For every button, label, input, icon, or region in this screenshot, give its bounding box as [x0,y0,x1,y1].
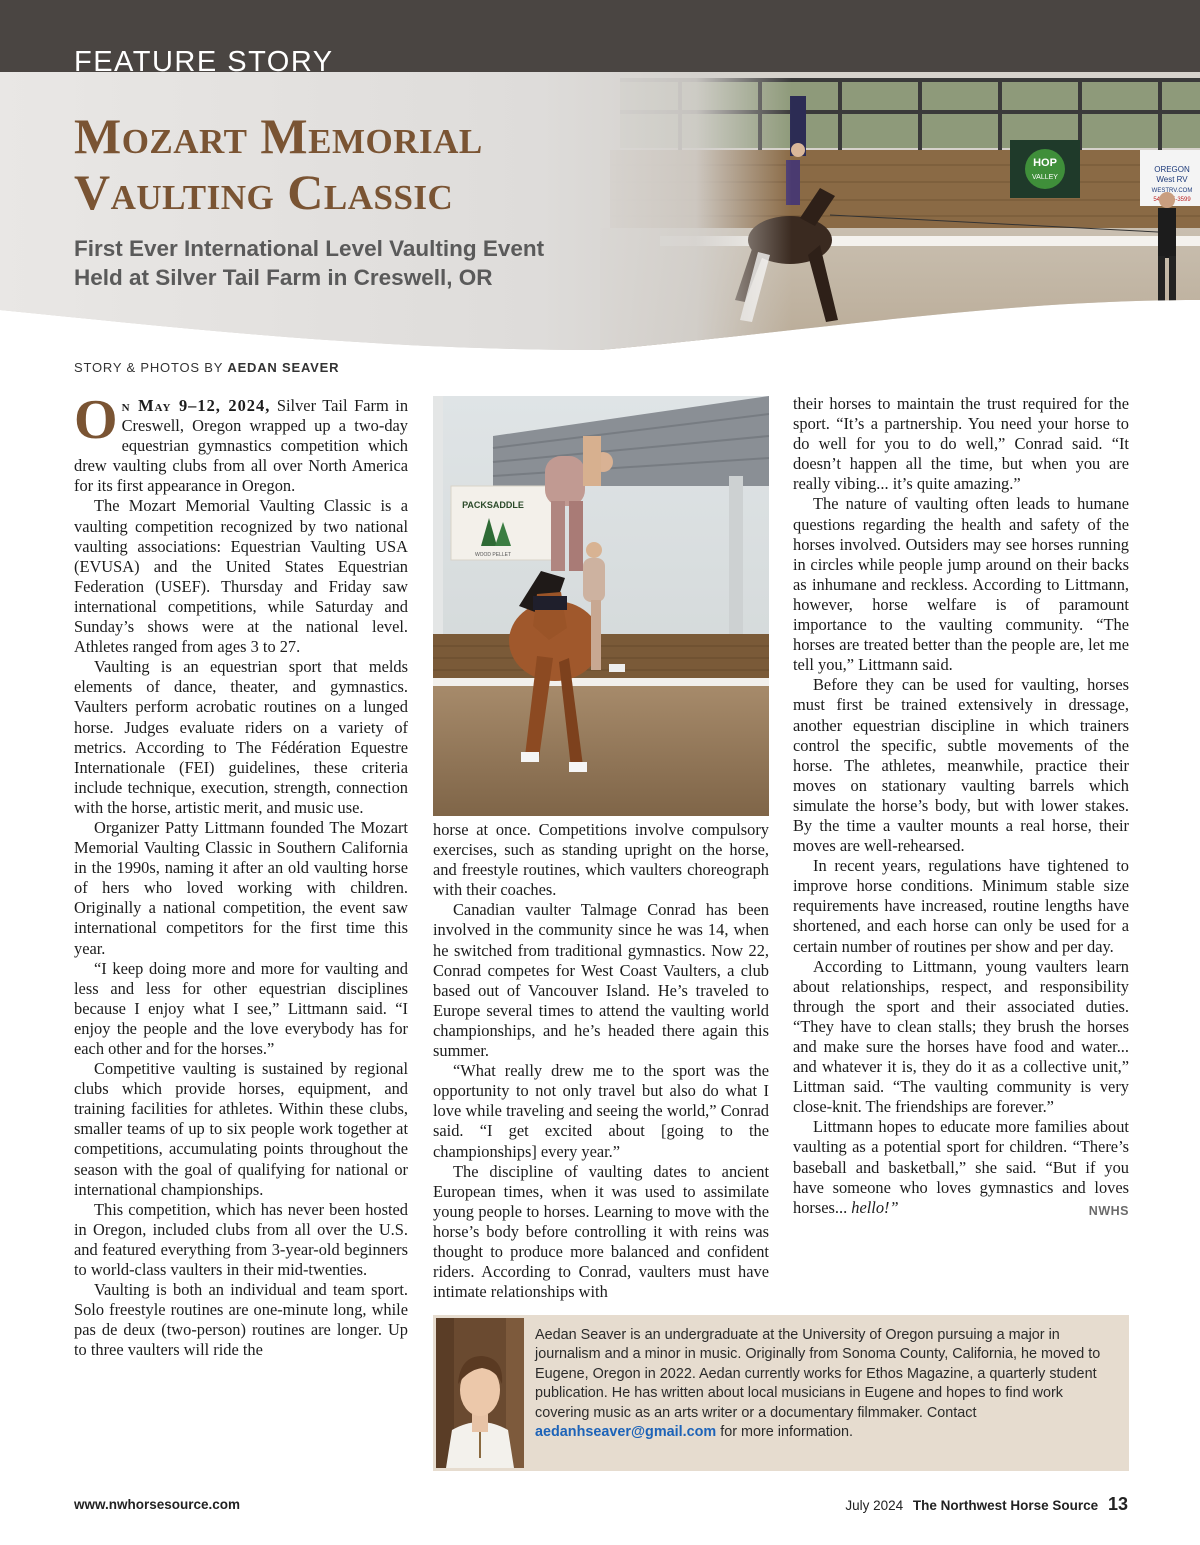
bio-text-end: for more information. [716,1424,853,1441]
article-title [74,108,483,220]
article-paragraph [74,389,409,496]
packsaddle-sign-text: PACKSADDLE [462,500,524,510]
author-bio-box [433,1315,1129,1471]
closing-italic: hello!” [851,1197,899,1217]
article-paragraph: Competitive vaulting is sustained by regional clubs which provide horses, equipment, and training facilities for athletes. Within these clubs, smaller teams of up to six people work together at competitions, accumulating points throughout the season with the goal of qualifying for national or international championships. [74,1059,408,1199]
article-paragraph: According to Littmann, young vaulters learn about relationships, respect, and responsibility through the sport and their associated duties. “They have to clean stalls; they brush the horses and make sure the horses have food and water... and whatever it is, they do it as a collective unit,” Littman said. “The vaulting community is very close-knit. The friendships are forever.” [793,956,1129,1117]
section-label: FEATURE STORY [74,46,334,78]
article-paragraph: In recent years, regulations have tightened to improve horse conditions. Minimum stable size requirements have increased, routine lengths have shortened, and each horse can only be used for a certain number of routines per show and per day. [793,856,1129,956]
article-paragraph: Organizer Patty Littmann founded The Mozart Memorial Vaulting Classic in Southern California in the 1990s, naming it after an old vaulting horse of hers who loved working with children. Originally a national competition, the event saw international competitors for the first time this year. [74,817,408,958]
article-paragraph: Canadian vaulter Talmage Conrad has been involved in the community since he was 14, when he switched from traditional gymnastics. Now 22, Conrad competes for West Coast Vaulters, a club based out of Vancouver Island. He’s traveled to Europe several times to attend the vaulting world championships, and he’s headed there again this summer. [433,900,769,1061]
page-number: 13 [1107,1494,1128,1514]
article-column-1 [74,389,409,1476]
byline [74,360,339,375]
article-paragraph: The Mozart Memorial Vaulting Classic is a vaulting competition recognized by two national vaulting associations: Equestrian Vaulting USA (EVUSA) and the United States Equestrian Federation (USEF). Thursday and Friday saw international competitions, while Saturday and Sunday’s shows were at the national level. Athletes ranged from ages 3 to 27. [74,496,408,657]
article-paragraph: their horses to maintain the trust required for the sport. “It’s a partnership. You need your horse to do well for you to do well,” Conrad said. “It doesn’t happen all the time, but when you are really vibing... it’s quite amazing.” [793,394,1129,494]
author-email-link[interactable]: aedanhseaver@gmail.com [535,1424,717,1441]
article-paragraph: The nature of vaulting often leads to humane questions regarding the health and safety of the horses involved. Outsiders may see horses running in circles while people jump around on their backs as inhumane and reckless. According to Littmann, however, horse welfare is of paramount importance to the vaulting community. “The horses are treated better than the people are, let me tell you,” Littmann said. [793,494,1129,675]
drop-cap: O [74,389,118,451]
footer-date: July 2024 [845,1498,904,1513]
article-subtitle-line1: First Ever International Level Vaulting Event [74,236,545,261]
article-column-3 [793,394,1129,1306]
article-paragraph: Before they can be used for vaulting, horses must first be trained extensively in dressage, another equestrian discipline in which trainers control the specific, subtle movements of the horse. The athletes, meanwhile, practice their moves on stationary vaulting barrels which simulate the horse’s body, but with lower stakes. By the time a vaulter mounts a real horse, their moves are well-rehearsed. [793,675,1129,856]
article-paragraph: horse at once. Competitions involve compulsory exercises, such as standing upright on the horse, and freestyle routines, which vaulters choreograph with their coaches. [433,820,769,900]
author-bio-text [535,1326,1121,1442]
article-paragraph: Vaulting is an equestrian sport that melds elements of dance, theater, and gymnastics. Vaulters perform acrobatic routines on a lunged horse. Judges evaluate riders on a variety of metrics. According to The Fédération Equestre Internationale (FEI) guidelines, these criteria include technique, execution, strength, connection with the horse, artistic merit, and music use. [74,657,408,817]
lead-in: n May 9–12, 2024, [121,396,271,415]
vaulting-photo [433,396,769,816]
bio-text-main: Aedan Seaver is an undergraduate at the University of Oregon pursuing a major in journalism and a minor in music. Originally from Sonoma County, California, he moved to Eugene, Oregon in 2022. Aedan currently works for Ethos Magazine, a quarterly student publication. He has written about local musicians in Eugene and hopes to find work covering music as an arts writer or a documentary filmmaker. Contact [535,1327,1101,1421]
article-paragraph: The discipline of vaulting dates to ancient European times, when it was used to assimilate young people to horses. Learning to move with the horse’s body before controlling it with reins was thought to produce more balanced and confident riders. According to Conrad, vaulters must have intimate relationships with [433,1161,769,1302]
packsaddle-sign-subtext: WOOD PELLET [474,552,512,558]
article-title-line1: Mozart Memorial [74,108,483,164]
author-headshot [436,1318,524,1468]
article-column-2 [433,820,769,1300]
footer-website[interactable]: www.nwhorsesource.com [74,1497,241,1512]
footer-info [845,1494,1128,1515]
article-paragraph: “What really drew me to the sport was the opportunity to not only travel but also do what I love while traveling and seeing the world,” Conrad said. “I get excited about [going to the championships] every year.” [433,1061,769,1161]
article-paragraph: This competition, which has never been hosted in Oregon, included clubs from all over the U.S. and featured everything from 3-year-old beginners to world-class vaulters in their mid-twenties. [74,1199,408,1280]
byline-author: AEDAN SEAVER [227,360,340,375]
article-paragraph: Vaulting is both an individual and team sport. Solo freestyle routines are one-minute long, while pas de deux (two-person) routines are longer. Up to three vaulters will ride the [74,1280,408,1360]
closing-text: Littmann hopes to educate more families about vaulting as a potential sport for children. “There’s baseball and basketball,” she said. “But if you have someone who loves gymnastics and loves horses... [793,1117,1129,1217]
article-subtitle-line2: Held at Silver Tail Farm in Creswell, OR [74,265,493,290]
article-subtitle [74,234,544,292]
article-paragraph [793,1117,1129,1217]
lead-text: Silver Tail Farm in Creswell, Oregon wrapped up a two-day equestrian gymnastics competition which drew vaulting clubs from all over North America for its first appearance in Oregon. [74,396,409,496]
end-mark: NWHS [1088,1203,1129,1218]
feature-header [0,0,1200,360]
byline-prefix: STORY & PHOTOS BY [74,360,223,375]
article-paragraph: “I keep doing more and more for vaulting and less and less for other equestrian disciplines because I enjoy what I see,” Littmann said. “I enjoy the people and the love everybody has for each other and for the horses.” [74,958,408,1058]
article-title-line2: Vaulting Classic [74,164,454,220]
footer-publication: The Northwest Horse Source [912,1498,1099,1513]
